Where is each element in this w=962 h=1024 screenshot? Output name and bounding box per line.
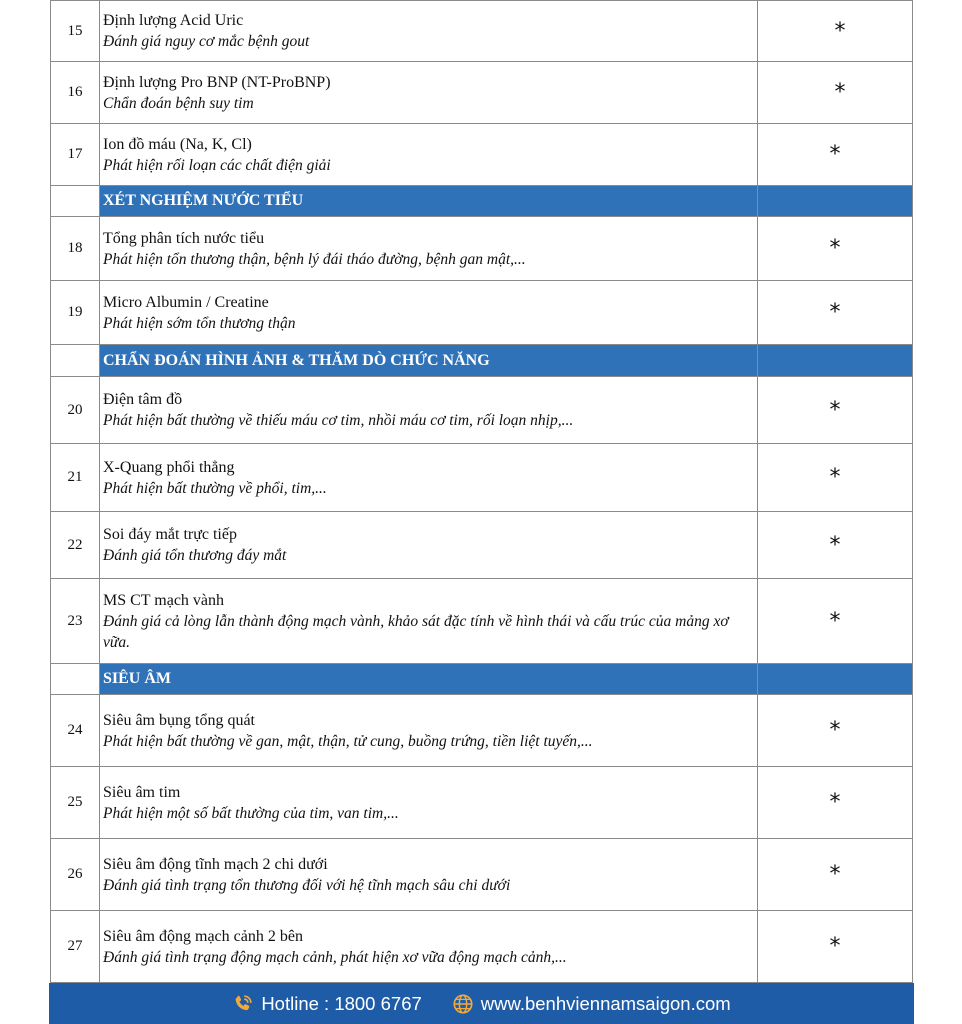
test-description bbox=[100, 444, 758, 511]
table-row bbox=[50, 62, 913, 124]
section-header-row bbox=[50, 664, 913, 695]
row-number: 24 bbox=[51, 695, 100, 766]
test-purpose: Chẩn đoán bệnh suy tim bbox=[103, 94, 254, 112]
table-row bbox=[50, 767, 913, 839]
included-mark: * bbox=[829, 300, 841, 325]
test-description bbox=[100, 911, 758, 982]
included-mark: * bbox=[829, 142, 841, 167]
section-header-row bbox=[50, 345, 913, 377]
row-number: 22 bbox=[51, 512, 100, 578]
test-purpose: Đánh giá cả lòng lẫn thành động mạch vành, khảo sát đặc tính về hình thái và cấu trúc của mảng xơ vữa. bbox=[103, 612, 729, 651]
row-number: 20 bbox=[51, 377, 100, 443]
test-purpose: Phát hiện tổn thương thận, bệnh lý đái tháo đường, bệnh gan mật,... bbox=[103, 250, 526, 268]
test-description bbox=[100, 217, 758, 280]
test-name: MS CT mạch vành bbox=[103, 591, 225, 609]
table-row bbox=[50, 281, 913, 345]
table-row bbox=[50, 217, 913, 281]
table-row bbox=[50, 695, 913, 767]
hotline-group[interactable] bbox=[232, 993, 421, 1015]
row-number bbox=[51, 664, 100, 694]
hotline-text: Hotline : 1800 6767 bbox=[261, 992, 422, 1014]
test-name: Micro Albumin / Creatine bbox=[103, 293, 269, 311]
table-row bbox=[50, 0, 913, 62]
test-name: Định lượng Acid Uric bbox=[103, 12, 244, 29]
section-blank-cell bbox=[758, 186, 912, 216]
row-number: 27 bbox=[51, 911, 100, 982]
test-description bbox=[100, 839, 758, 910]
test-name: Ion đồ máu (Na, K, Cl) bbox=[103, 135, 252, 153]
row-number: 23 bbox=[51, 579, 100, 663]
test-name: Siêu âm động tĩnh mạch 2 chi dưới bbox=[103, 855, 328, 873]
row-number: 25 bbox=[51, 767, 100, 838]
test-purpose: Đánh giá tổn thương đáy mắt bbox=[103, 547, 287, 564]
row-number: 16 bbox=[51, 62, 100, 123]
section-blank-cell bbox=[758, 345, 912, 376]
row-number bbox=[51, 186, 100, 216]
test-name: Soi đáy mắt trực tiếp bbox=[103, 526, 237, 543]
included-mark: * bbox=[829, 718, 841, 743]
section-title: SIÊU ÂM bbox=[100, 664, 758, 694]
section-title: XÉT NGHIỆM NƯỚC TIỂU bbox=[100, 186, 758, 216]
test-description bbox=[100, 124, 758, 185]
test-purpose: Phát hiện rối loạn các chất điện giải bbox=[103, 156, 331, 174]
table-row bbox=[50, 839, 913, 911]
row-number: 21 bbox=[51, 444, 100, 511]
test-name: Định lượng Pro BNP (NT-ProBNP) bbox=[103, 73, 331, 91]
test-description bbox=[100, 579, 758, 663]
section-blank-cell bbox=[758, 664, 912, 694]
test-purpose: Đánh giá tình trạng tổn thương đối với hệ tĩnh mạch sâu chi dưới bbox=[103, 876, 511, 894]
test-description bbox=[100, 377, 758, 443]
table-row bbox=[50, 911, 913, 983]
test-purpose: Phát hiện bất thường về thiếu máu cơ tim, nhồi máu cơ tim, rối loạn nhịp,... bbox=[103, 412, 574, 429]
test-name: Siêu âm động mạch cảnh 2 bên bbox=[103, 927, 303, 945]
website-group[interactable] bbox=[452, 993, 731, 1015]
table-row bbox=[50, 124, 913, 186]
row-number: 19 bbox=[51, 281, 100, 344]
test-name: Điện tâm đồ bbox=[103, 391, 183, 408]
table-row bbox=[50, 512, 913, 579]
test-purpose: Phát hiện sớm tổn thương thận bbox=[103, 314, 296, 332]
test-purpose: Phát hiện bất thường về gan, mật, thận, tử cung, buồng trứng, tiền liệt tuyến,... bbox=[103, 732, 593, 750]
section-header-row bbox=[50, 186, 913, 217]
test-name: Tổng phân tích nước tiểu bbox=[103, 229, 265, 247]
test-name: X-Quang phổi thẳng bbox=[103, 458, 235, 476]
row-number: 17 bbox=[51, 124, 100, 185]
included-mark: * bbox=[829, 532, 841, 558]
test-purpose: Đánh giá tình trạng động mạch cảnh, phát hiện xơ vữa động mạch cảnh,... bbox=[103, 948, 567, 966]
test-description bbox=[100, 695, 758, 766]
included-mark: * bbox=[829, 608, 841, 634]
included-mark: * bbox=[834, 18, 846, 44]
globe-icon bbox=[452, 993, 474, 1015]
test-description bbox=[100, 512, 758, 578]
included-mark: * bbox=[829, 862, 841, 887]
test-description bbox=[100, 62, 758, 123]
table-row bbox=[50, 444, 913, 512]
section-title: CHẨN ĐOÁN HÌNH ẢNH & THĂM DÒ CHỨC NĂNG bbox=[100, 345, 758, 376]
test-purpose: Phát hiện bất thường về phổi, tim,... bbox=[103, 479, 327, 497]
test-description bbox=[100, 1, 758, 61]
included-mark: * bbox=[829, 790, 841, 815]
test-purpose: Đánh giá nguy cơ mắc bệnh gout bbox=[103, 33, 310, 50]
row-number: 15 bbox=[51, 1, 100, 61]
included-mark: * bbox=[834, 80, 846, 105]
test-name: Siêu âm bụng tổng quát bbox=[103, 711, 255, 729]
table-row bbox=[50, 579, 913, 664]
website-link: www.benhviennamsaigon.com bbox=[480, 992, 731, 1014]
included-mark: * bbox=[829, 934, 841, 959]
included-mark: * bbox=[829, 236, 841, 261]
test-name: Siêu âm tim bbox=[103, 783, 181, 801]
phone-icon bbox=[232, 993, 254, 1015]
test-purpose: Phát hiện một số bất thường của tim, van tim,... bbox=[103, 804, 399, 822]
row-number bbox=[51, 345, 100, 376]
row-number: 26 bbox=[51, 839, 100, 910]
footer-bar bbox=[49, 983, 914, 1024]
test-description bbox=[100, 767, 758, 838]
table-row bbox=[50, 377, 913, 444]
test-description bbox=[100, 281, 758, 344]
included-mark: * bbox=[829, 397, 841, 423]
included-mark: * bbox=[829, 465, 841, 490]
row-number: 18 bbox=[51, 217, 100, 280]
